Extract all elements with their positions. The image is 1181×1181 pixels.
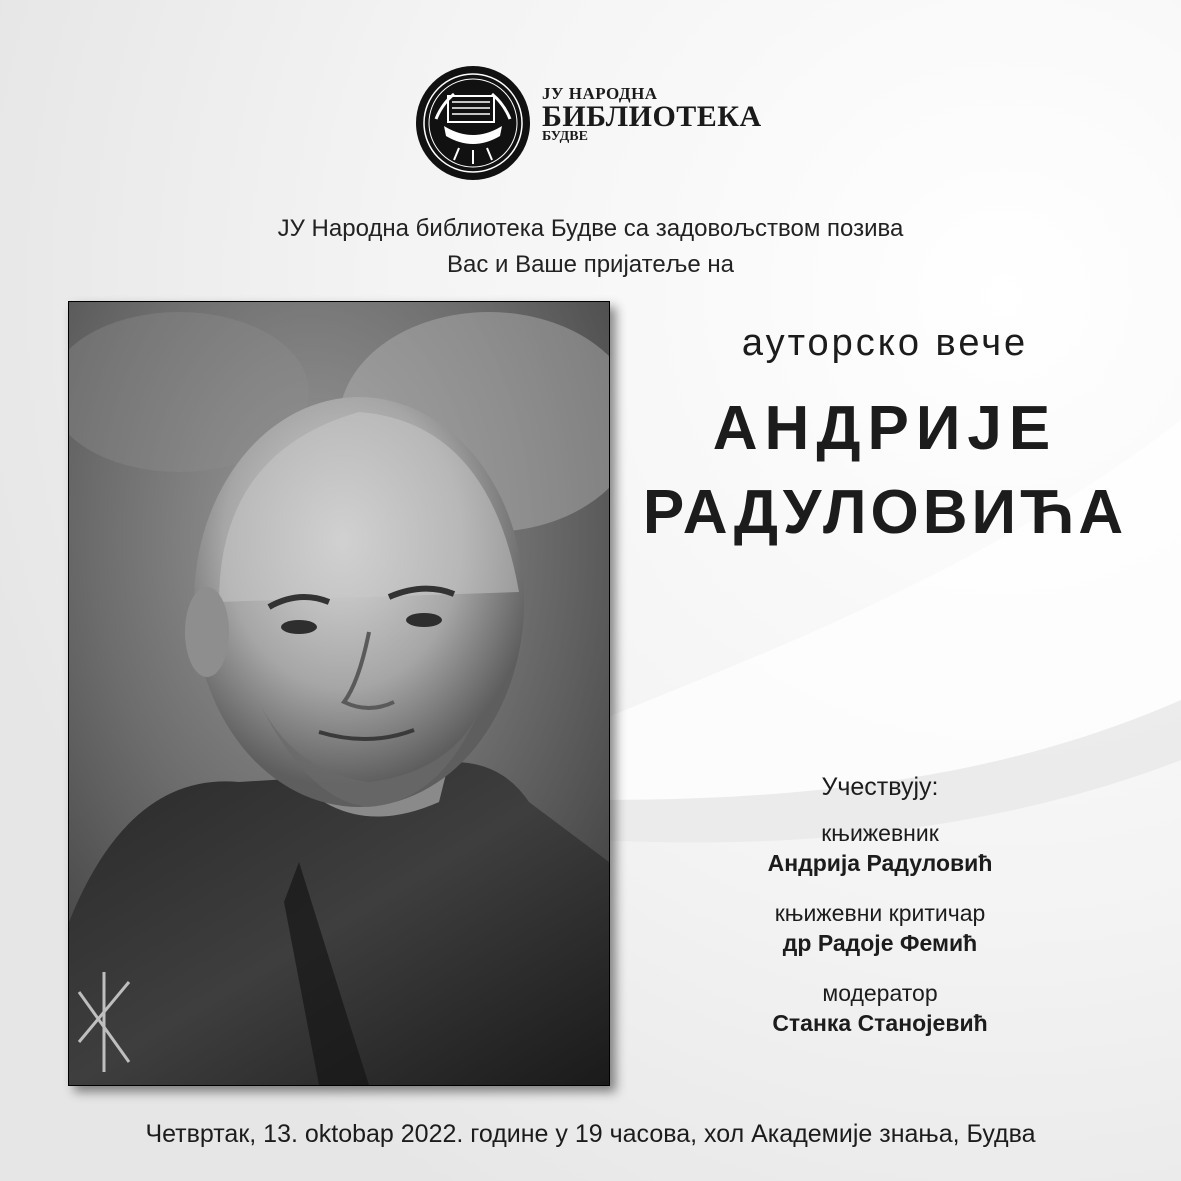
participant-role: књижевни критичар [774, 900, 986, 926]
library-logo [414, 64, 774, 184]
logo-line-2: БИБЛИОТЕКА [542, 100, 762, 133]
participant-name: Станка Станојевић [772, 1010, 988, 1036]
event-type: ауторско вече [741, 322, 1029, 364]
logo-line-3: БУДВЕ [542, 129, 588, 144]
event-date-location: Четвртак, 13. oktobар 2022. године у 19 часова, хол Академије знања, Будва [145, 1120, 1036, 1148]
participants-heading: Учествују: [821, 773, 939, 801]
invitation-text [0, 211, 1181, 283]
author-name-line-1: АНДРИЈЕ [712, 394, 1058, 463]
author-portrait-photo [68, 301, 610, 1086]
participant-name: Андрија Радуловић [767, 850, 993, 876]
participant-role: модератор [822, 980, 938, 1006]
invitation-line-1: ЈУ Народна библиотека Будве са задовољством позива [277, 215, 904, 242]
participant-role: књижевник [821, 820, 939, 846]
logo-text [542, 84, 762, 145]
participants-section [700, 773, 1060, 1058]
participant-name: др Радоје Фемић [782, 930, 978, 956]
invitation-line-2: Вас и Ваше пријатеље на [446, 251, 735, 278]
logo-line-1: ЈУ НАРОДНА [542, 84, 658, 103]
author-name-line-2: РАДУЛОВИЋА [642, 478, 1128, 547]
portrait-illustration [69, 302, 609, 1085]
library-seal-icon [414, 64, 532, 182]
